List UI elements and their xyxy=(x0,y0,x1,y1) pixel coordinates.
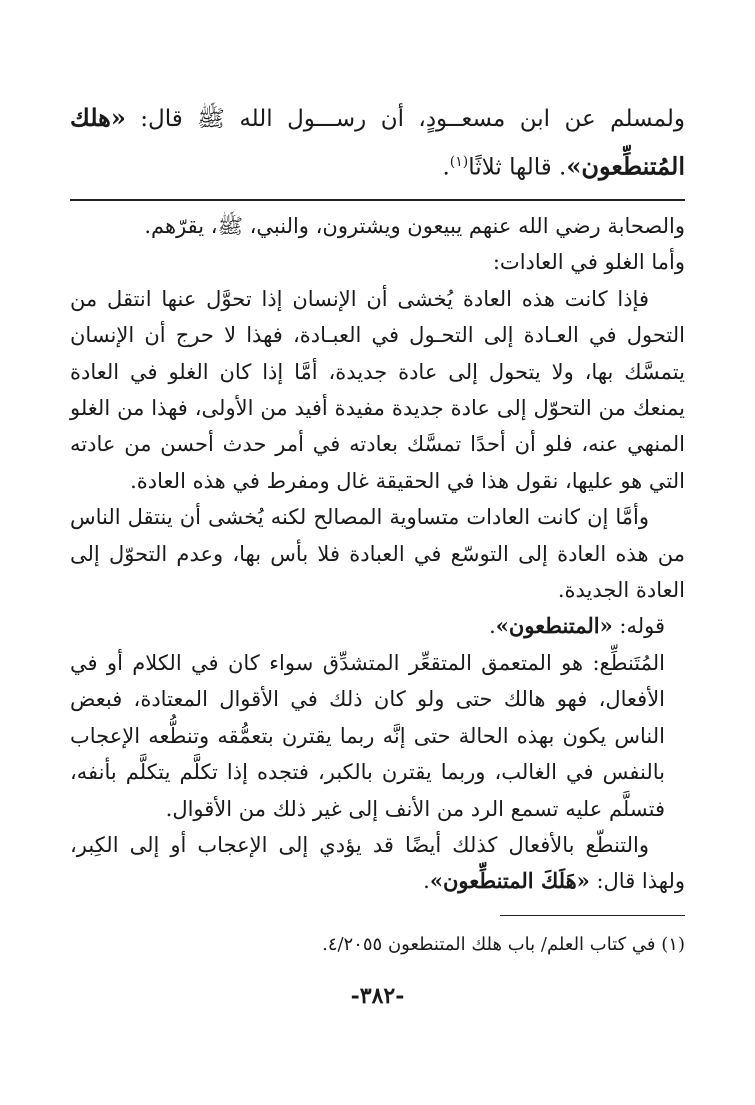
hadith-tail: . قالها ثلاثًا xyxy=(468,154,567,181)
commentary-body xyxy=(70,208,685,900)
actions-end: . xyxy=(423,869,430,894)
hadith-end: . xyxy=(442,154,450,181)
paragraph-companions: والصحابة رضي الله عنهم يبيعون ويشترون، والنبي، ﷺ، يقرّهم. xyxy=(144,214,685,238)
hadith-quote: «هلك المُتنطِّعون» xyxy=(70,103,685,181)
paragraph-his-saying xyxy=(70,608,685,644)
his-saying-end: . xyxy=(489,614,496,639)
hadith-intro: ولمسلم عن ابن مسعــودٍ، أن رســـول الله ﷺ قال: xyxy=(125,106,685,132)
footnote-divider xyxy=(500,915,685,916)
paragraph-actions xyxy=(70,827,685,900)
actions-text: والتنطّع بالأفعال كذلك أيضًا قد يؤدي إلى الإعجاب أو إلى الكِبر، ولهذا قال: xyxy=(70,832,685,894)
paragraph-customs-change: فإذا كانت هذه العادة يُخشى أن الإنسان إذا تحوَّل عنها انتقل من التحول في العـادة إلى التحـول في العبـادة، فهذا لا حرج أن الإنسان يتمسَّك بها، ولا يتحول إلى عادة جديدة، أمَّا إذا كان الغلو في العادة يمنعك من التحوّل إلى عادة جديدة مفيدة أفيد من الأولى، فهذا من الغلو المنهي عنه، فلو أن أحدًا تمسَّك بعادته في أمر حدث أحسن من عادته التي هو عليها، نقول هذا في الحقيقة غال ومفرط في هذه العادة. xyxy=(70,286,685,493)
actions-quote: «هَلَكَ المتنطِّعون» xyxy=(429,868,590,894)
footnote-reference[interactable]: (١) xyxy=(449,154,469,170)
his-saying-quote: «المتنطعون» xyxy=(495,613,613,639)
page-number: -٣٨٢- xyxy=(350,983,405,1009)
top-divider xyxy=(70,199,685,201)
his-saying-label: قوله: xyxy=(612,614,665,639)
paragraph-definition: المُتَنطِّع: هو المتعمق المتقعِّر المتشدِّق سواء كان في الكلام أو في الأفعال، فهو هالك حتى ولو كان ذلك في الأقوال المعتادة، فبعض الناس يكون بهذه الحالة حتى إنَّه ربما يقترن بتعمُّقه وتنطُّعه الإعجاب بالنفس في الغالب، وربما يقترن بالكبر، فتجده إذا تكلَّم يتكلَّم بأنفه، فتسلَّم عليه تسمع الرد من الأنف إلى غير ذلك من الأقوال. xyxy=(70,650,665,821)
hadith-quote-block xyxy=(70,96,685,190)
paragraph-equal-customs: وأمَّا إن كانت العادات متساوية المصالح لكنه يُخشى أن ينتقل الناس من هذه العادة إلى التوسّع في العبادة فلا بأس بها، وعدم التحوّل إلى العادة الجديدة. xyxy=(70,505,685,603)
footnote: (١) في كتاب العلم/ باب هلك المتنطعون ٤/٢٠٥٥. xyxy=(322,934,685,955)
heading-customs: وأما الغلو في العادات: xyxy=(492,250,685,275)
